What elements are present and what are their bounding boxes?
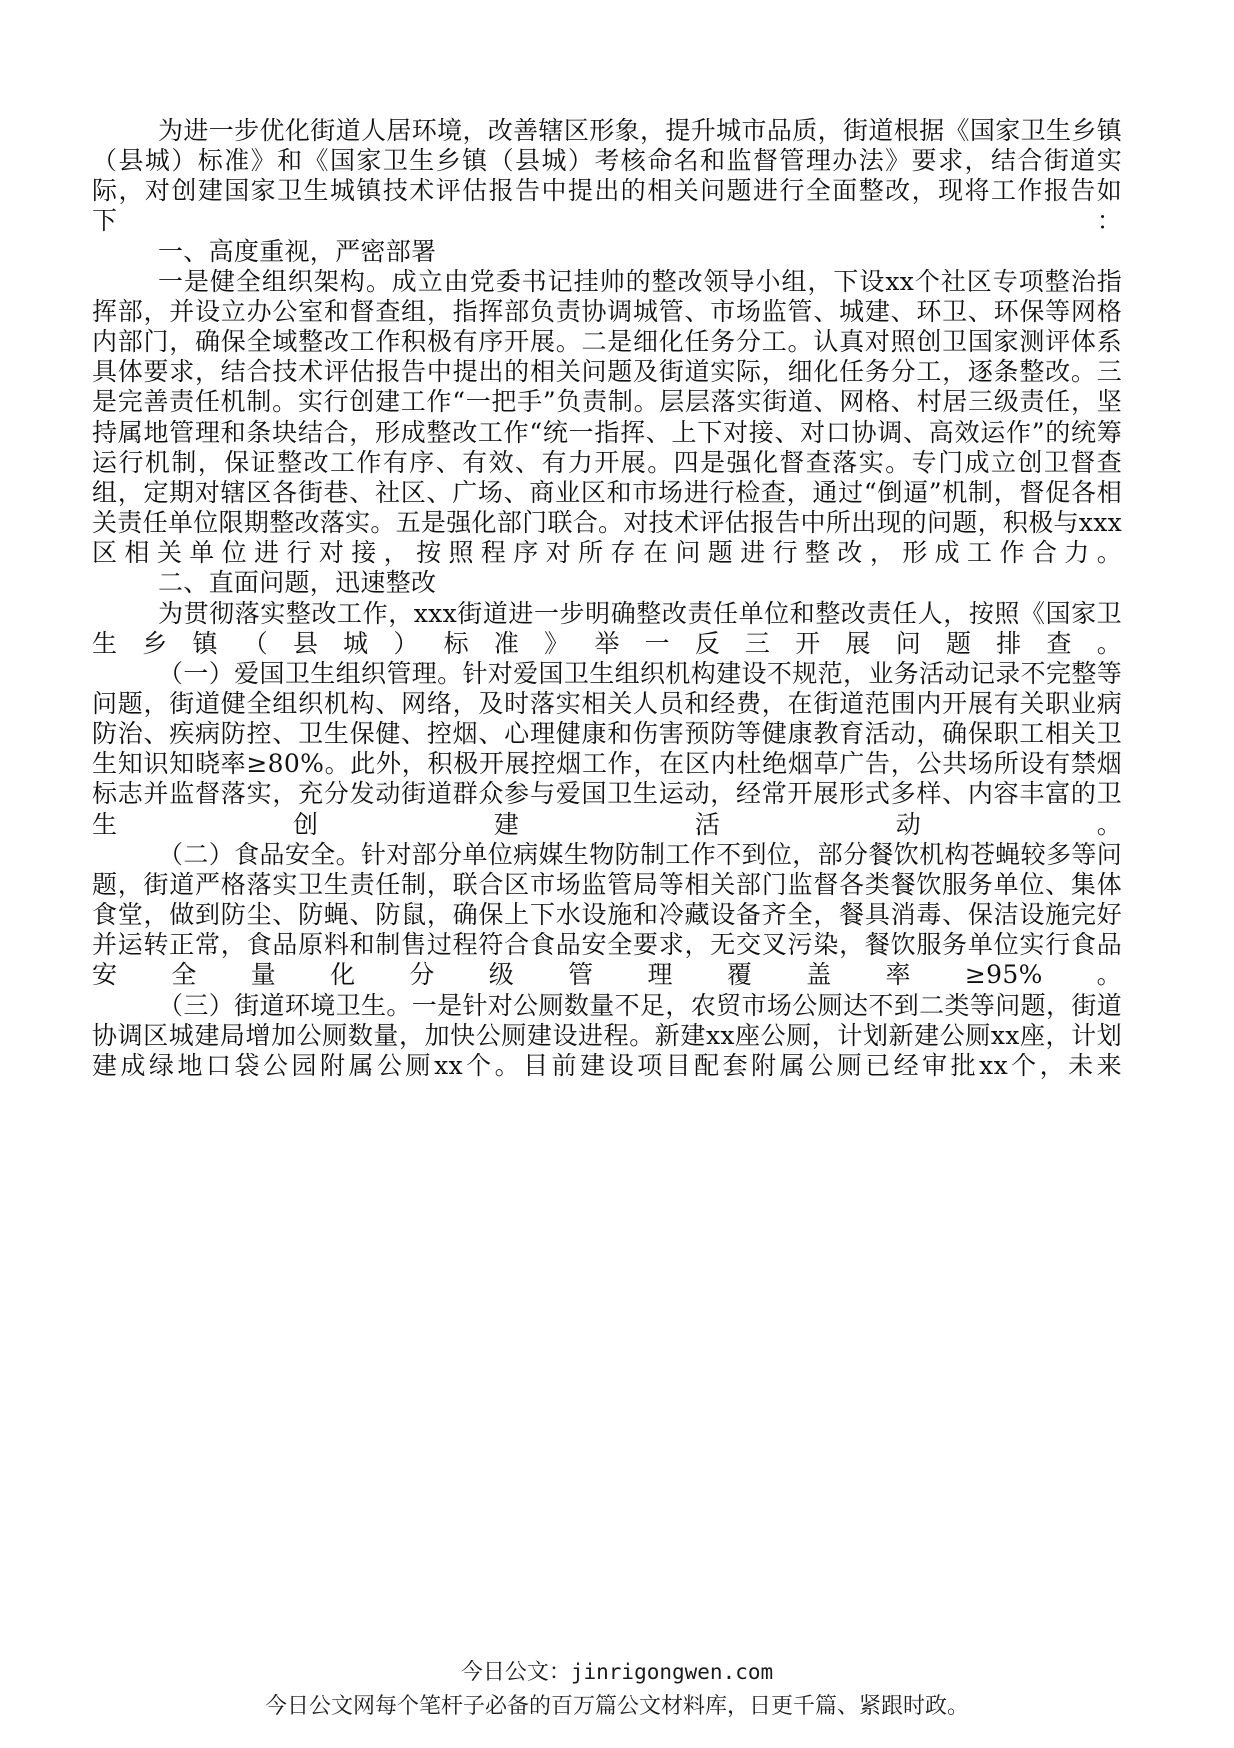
paragraph-subsection-1: （一）爱国卫生组织管理。针对爱国卫生组织机构建设不规范，业务活动记录不完整等问题，街道健全组织机构、网络，及时落实相关人员和经费，在街道范围内开展有关职业病防治、疾病防控、卫生保健、控烟、心理健康和伤害预防等健康教育活动，确保职工相关卫生知识知晓率≥80%。此外，积极开展控烟工作，在区内杜绝烟草广告，公共场所设有禁烟标志并监督落实，充分发动街道群众参与爱国卫生运动，经常开展形式多样、内容丰富的卫生创建活动。: [92, 658, 1122, 839]
section-heading-1: 一、高度重视，严密部署: [158, 236, 437, 266]
footer-site-link[interactable]: jinrigongwen.com: [570, 1660, 774, 1684]
paragraph-subsection-2: （二）食品安全。针对部分单位病媒生物防制工作不到位，部分餐饮机构苍蝇较多等问题，街道严格落实卫生责任制，联合区市场监管局等相关部门监督各类餐饮服务单位、集体食堂，做到防尘、防蝇、防鼠，确保上下水设施和冷藏设备齐全，餐具消毒、保洁设施完好并运转正常，食品原料和制售过程符合食品安全要求，无交叉污染，餐饮服务单位实行食品安全量化分级管理覆盖率≥95%。: [92, 839, 1122, 990]
section-heading-2: 二、直面问题，迅速整改: [158, 568, 437, 598]
footer-label: 今日公文：: [460, 1660, 571, 1685]
page-footer: [0, 1655, 1234, 1724]
paragraph-section-2-intro: 为贯彻落实整改工作，xxx街道进一步明确整改责任单位和整改责任人，按照《国家卫生乡镇（县城）标准》举一反三开展问题排查。: [92, 598, 1122, 658]
paragraph-intro: 为进一步优化街道人居环境，改善辖区形象，提升城市品质，街道根据《国家卫生乡镇（县城）标准》和《国家卫生乡镇（县城）考核命名和监督管理办法》要求，结合街道实际，对创建国家卫生城镇技术评估报告中提出的相关问题进行全面整改，现将工作报告如下：: [92, 116, 1122, 236]
footer-site-line: [0, 1655, 1234, 1690]
paragraph-section-1: 一是健全组织架构。成立由党委书记挂帅的整改领导小组，下设xx个社区专项整治指挥部，并设立办公室和督查组，指挥部负责协调城管、市场监管、城建、环卫、环保等网格内部门，确保全域整改工作积极有序开展。二是细化任务分工。认真对照创卫国家测评体系具体要求，结合技术评估报告中提出的相关问题及街道实际，细化任务分工，逐条整改。三是完善责任机制。实行创建工作“一把手”负责制。层层落实街道、网格、村居三级责任，坚持属地管理和条块结合，形成整改工作“统一指挥、上下对接、对口协调、高效运作”的统筹运行机制，保证整改工作有序、有效、有力开展。四是强化督查落实。专门成立创卫督查组，定期对辖区各街巷、社区、广场、商业区和市场进行检查，通过“倒逼”机制，督促各相关责任单位限期整改落实。五是强化部门联合。对技术评估报告中所出现的问题，积极与xxx区相关单位进行对接，按照程序对所存在问题进行整改，形成工作合力。: [92, 266, 1122, 568]
document-body: [92, 116, 1122, 1081]
footer-slogan: 今日公文网每个笔杆子必备的百万篇公文材料库，日更千篇、紧跟时政。: [264, 1694, 969, 1719]
paragraph-subsection-3: （三）街道环境卫生。一是针对公厕数量不足，农贸市场公厕达不到二类等问题，街道协调区城建局增加公厕数量，加快公厕建设进程。新建xx座公厕，计划新建公厕xx座，计划建成绿地口袋公园附属公厕xx个。目前建设项目配套附属公厕已经审批xx个，未来: [92, 990, 1122, 1080]
